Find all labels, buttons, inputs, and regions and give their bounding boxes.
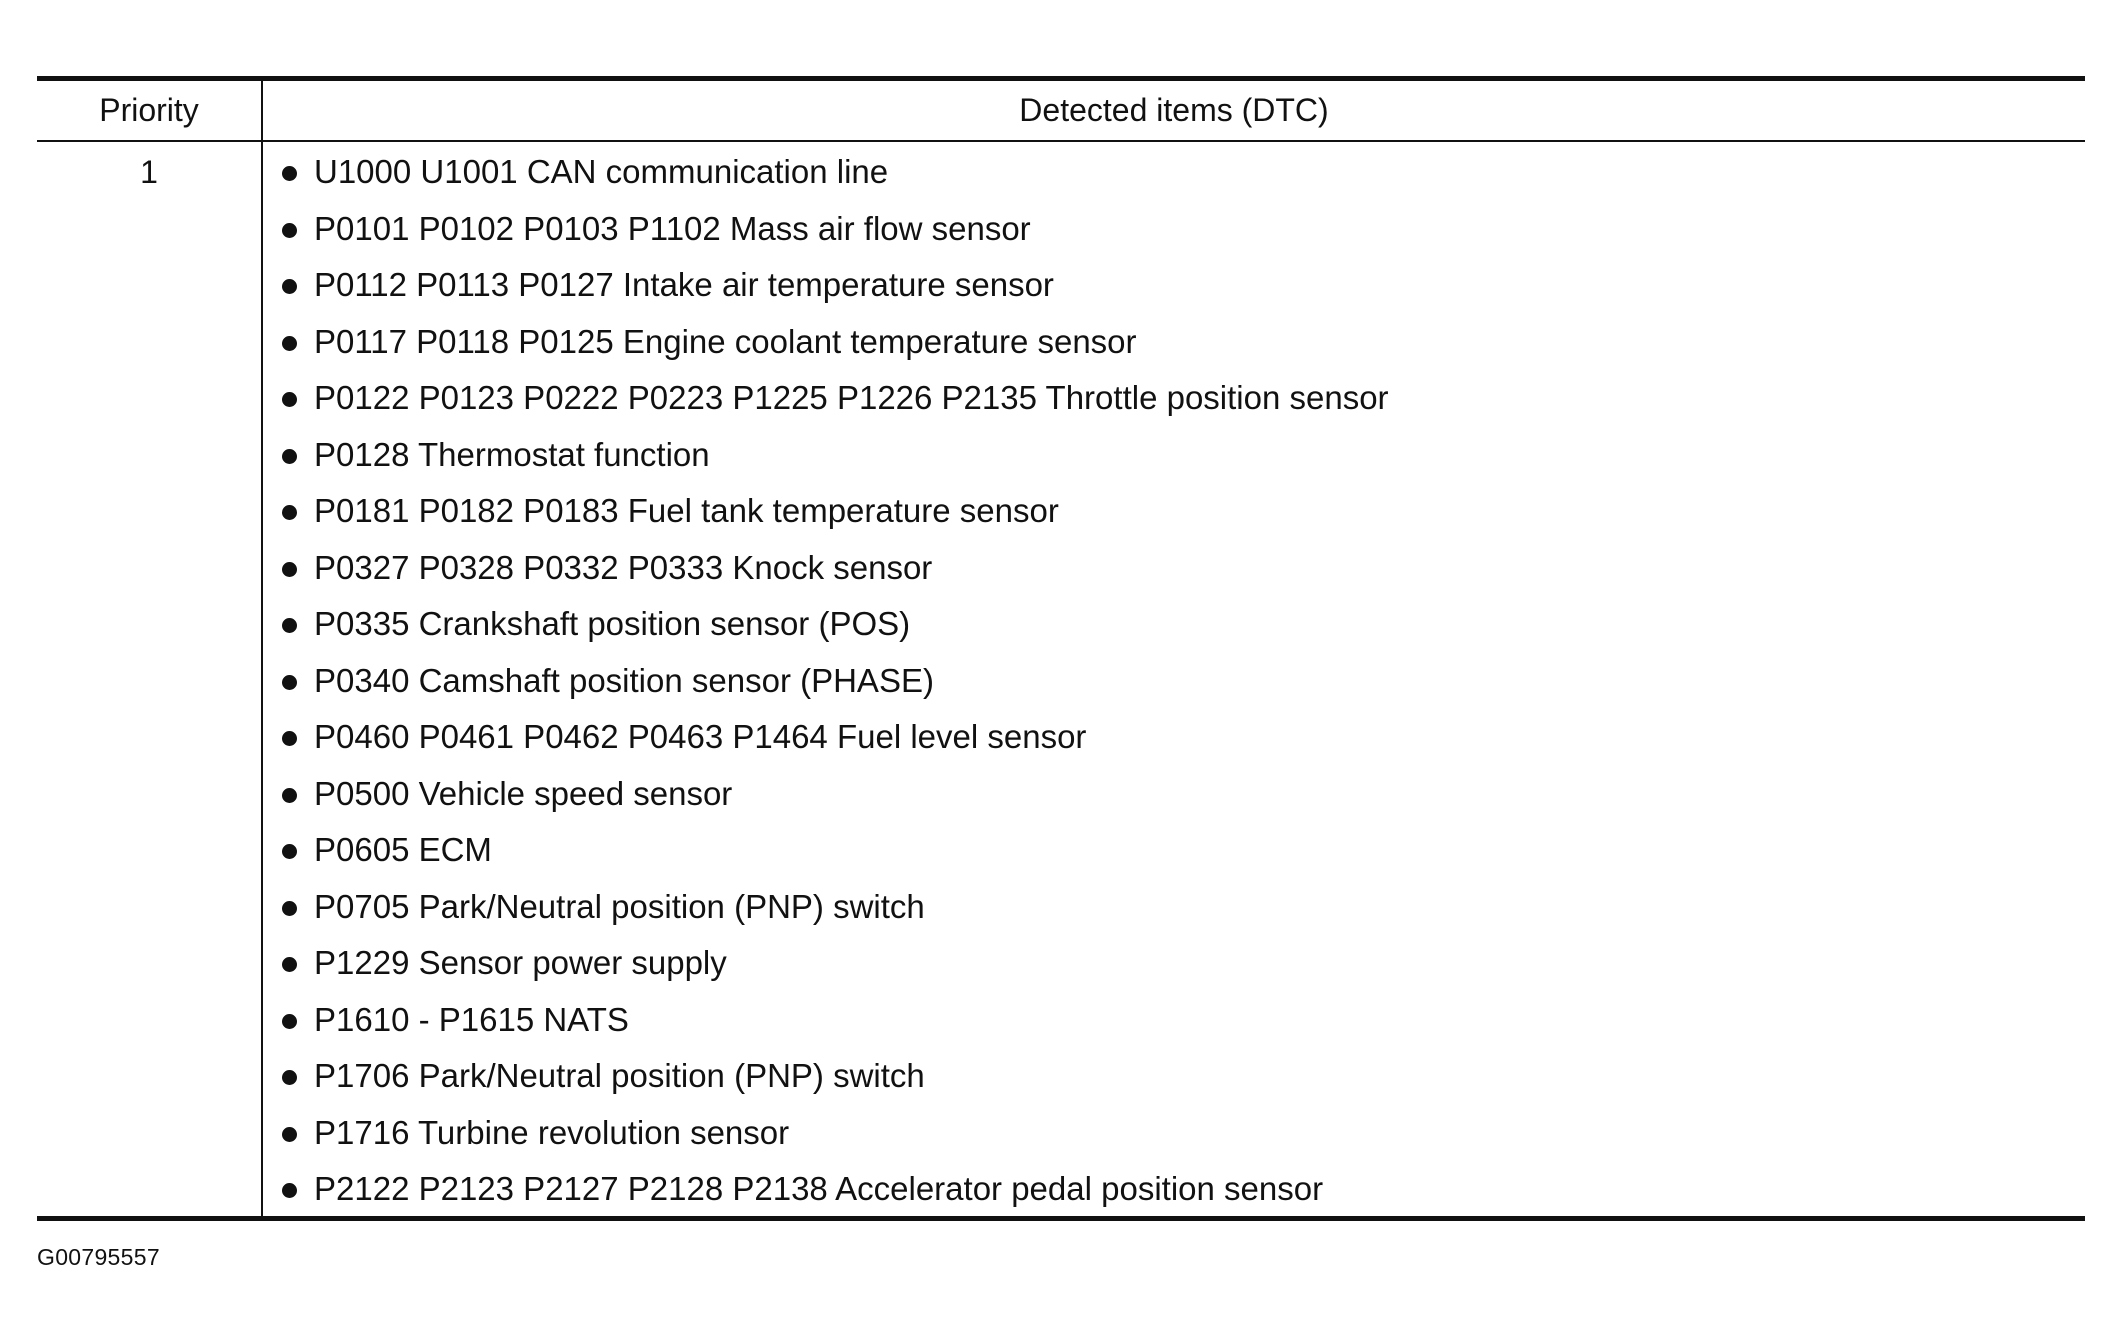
bullet-icon	[282, 788, 297, 803]
bullet-icon	[282, 731, 297, 746]
bullet-icon	[282, 505, 297, 520]
bullet-icon	[282, 1183, 297, 1198]
list-item	[282, 1054, 1389, 1111]
bullet-icon	[282, 901, 297, 916]
list-item-text: P1706 Park/Neutral position (PNP) switch	[314, 1057, 925, 1094]
list-item-text: P0117 P0118 P0125 Engine coolant temperature sensor	[314, 322, 1137, 360]
bullet-icon	[282, 336, 297, 351]
list-item-text: P0128 Thermostat function	[314, 435, 710, 473]
list-item-text: P0340 Camshaft position sensor (PHASE)	[314, 661, 934, 699]
bullet-icon	[282, 223, 297, 238]
detected-items-list	[282, 150, 1389, 1224]
bullet-icon	[282, 562, 297, 577]
list-item	[282, 941, 1389, 998]
list-item-text: P2122 P2123 P2127 P2128 P2138 Accelerator pedal position sensor	[314, 1170, 1324, 1207]
figure-id: G00795557	[37, 1244, 160, 1270]
list-item	[282, 150, 1389, 207]
bullet-icon	[282, 392, 297, 407]
list-item	[282, 433, 1389, 490]
list-item	[282, 376, 1389, 433]
list-item	[282, 546, 1389, 603]
list-item	[282, 998, 1389, 1055]
list-item-text: P0327 P0328 P0332 P0333 Knock sensor	[314, 548, 933, 586]
list-item	[282, 715, 1389, 772]
list-item	[282, 1167, 1389, 1224]
list-item-text: P1229 Sensor power supply	[314, 944, 727, 981]
list-item-text: P1716 Turbine revolution sensor	[314, 1113, 790, 1151]
dtc-priority-table	[37, 76, 2085, 1222]
list-item-text: P0605 ECM	[314, 831, 492, 868]
list-item-text: P0335 Crankshaft position sensor (POS)	[314, 605, 911, 642]
list-item-text: P0112 P0113 P0127 Intake air temperature sensor	[314, 266, 1054, 303]
bullet-icon	[282, 618, 297, 633]
list-item-text: P0705 Park/Neutral position (PNP) switch	[314, 887, 925, 925]
list-item-text: P1610 - P1615 NATS	[314, 1000, 629, 1038]
list-item-text: P0181 P0182 P0183 Fuel tank temperature sensor	[314, 492, 1059, 529]
bullet-icon	[282, 279, 297, 294]
bullet-icon	[282, 1014, 297, 1029]
bullet-icon	[282, 1127, 297, 1142]
list-item	[282, 207, 1389, 264]
bullet-icon	[282, 449, 297, 464]
list-item	[282, 489, 1389, 546]
list-item-text: P0122 P0123 P0222 P0223 P1225 P1226 P2135 Throttle position sensor	[314, 379, 1389, 416]
bullet-icon	[282, 166, 297, 181]
list-item	[282, 602, 1389, 659]
list-item	[282, 885, 1389, 942]
list-item-text: P0500 Vehicle speed sensor	[314, 774, 733, 812]
list-item-text: P0101 P0102 P0103 P1102 Mass air flow sensor	[314, 209, 1031, 247]
table-header-rule	[37, 140, 2085, 142]
bullet-icon	[282, 1070, 297, 1085]
list-item	[282, 263, 1389, 320]
priority-value: 1	[140, 154, 158, 190]
list-item	[282, 320, 1389, 377]
bullet-icon	[282, 957, 297, 972]
list-item-text: P0460 P0461 P0462 P0463 P1464 Fuel level sensor	[314, 718, 1087, 755]
table-column-divider	[261, 76, 263, 1221]
detected-items-column-header: Detected items (DTC)	[1019, 92, 1329, 128]
bullet-icon	[282, 675, 297, 690]
list-item	[282, 1111, 1389, 1168]
priority-column-header: Priority	[99, 92, 199, 128]
bullet-icon	[282, 844, 297, 859]
list-item	[282, 659, 1389, 716]
list-item-text: U1000 U1001 CAN communication line	[314, 153, 889, 190]
list-item	[282, 772, 1389, 829]
list-item	[282, 828, 1389, 885]
